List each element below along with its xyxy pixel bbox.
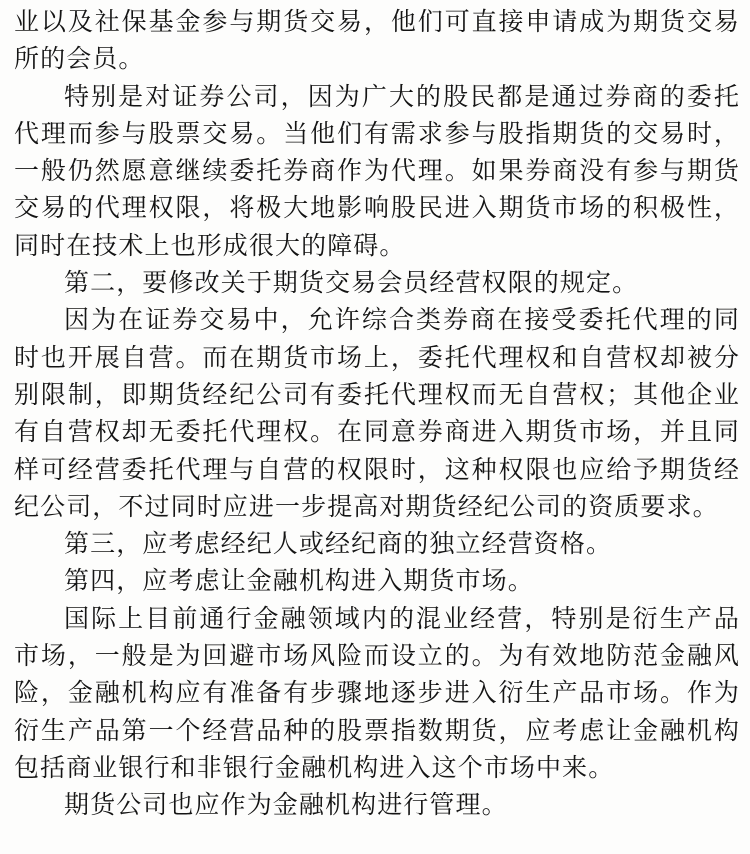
paragraph-8: 期货公司也应作为金融机构进行管理。 xyxy=(64,790,508,820)
paragraph-3: 第二，要修改关于期货交易会员经营权限的规定。 xyxy=(64,268,639,298)
paragraph-5: 第三，应考虑经纪人或经纪商的独立经营资格。 xyxy=(64,529,613,559)
paragraph-6: 第四，应考虑让金融机构进入期货市场。 xyxy=(64,566,534,596)
body-text xyxy=(14,3,740,824)
paragraph-2: 特别是对证券公司，因为广大的股民都是通过券商的委托代理而参与股票交易。当他们有需求参与股指期货的交易时，一般仍然愿意继续委托券商作为代理。如果券商没有参与期货交易的代理权限，将极大地影响股民进入期货市场的积极性，同时在技术上也形成很大的障碍。 xyxy=(14,81,740,260)
paragraph-1: 业以及社保基金参与期货交易，他们可直接申请成为期货交易所的会员。 xyxy=(14,7,740,74)
paragraph-7: 国际上目前通行金融领域内的混业经营，特别是衍生产品市场，一般是为回避市场风险而设立的。为有效地防范金融风险，金融机构应有准备有步骤地逐步进入衍生产品市场。作为衍生产品第一个经营品种的股票指数期货，应考虑让金融机构包括商业银行和非银行金融机构进入这个市场中来。 xyxy=(14,603,740,782)
paragraph-4: 因为在证券交易中，允许综合类券商在接受委托代理的同时也开展自营。而在期货市场上，委托代理权和自营权却被分别限制，即期货经纪公司有委托代理权而无自营权；其他企业有自营权却无委托代理权。在同意券商进入期货市场，并且同样可经营委托代理与自营的权限时，这种权限也应给予期货经纪公司，不过同时应进一步提高对期货经纪公司的资质要求。 xyxy=(14,305,740,521)
